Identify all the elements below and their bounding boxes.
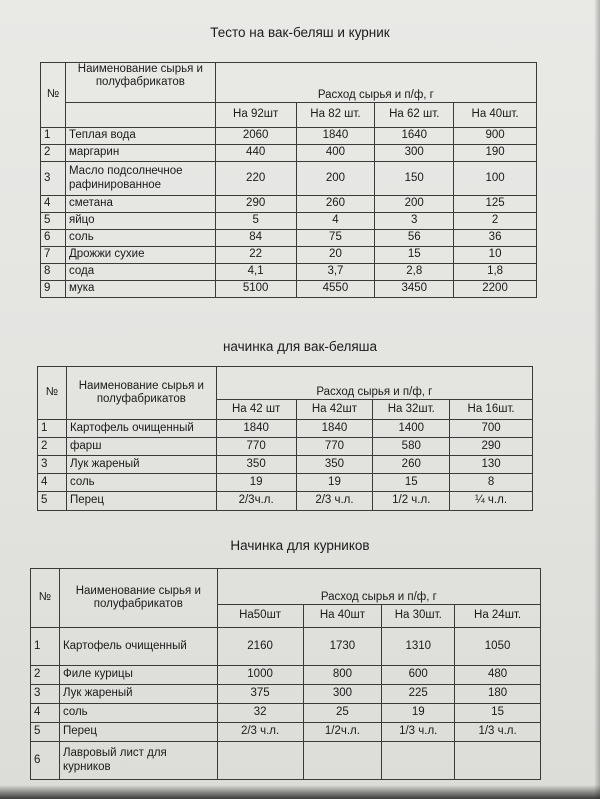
- ingredient-name: Лук жареный: [66, 456, 216, 474]
- amount-cell: 260: [296, 196, 375, 213]
- amount-cell: 25: [303, 704, 382, 723]
- row-number: 6: [41, 230, 66, 247]
- ingredient-name: Картофель очищенный: [66, 420, 216, 438]
- amount-cell: 20: [296, 247, 375, 264]
- amount-cell: 2/3 ч.л.: [296, 492, 373, 511]
- table-row: [41, 196, 537, 213]
- table-row: [31, 666, 541, 685]
- amount-cell: 220: [215, 162, 296, 196]
- amount-cell: 2060: [215, 128, 296, 145]
- ingredient-name: Теплая вода: [65, 128, 215, 145]
- ingredient-name: Перец: [59, 723, 217, 742]
- amount-cell: 200: [375, 196, 454, 213]
- row-number: 3: [31, 685, 60, 704]
- row-number: 4: [31, 704, 60, 723]
- amount-cell: 2200: [454, 281, 537, 298]
- amount-cell: 22: [215, 247, 296, 264]
- header-col: На 30шт.: [382, 605, 455, 628]
- amount-cell: 1310: [382, 628, 455, 666]
- ingredient-name: Филе курицы: [59, 666, 217, 685]
- amount-cell: 770: [296, 438, 373, 456]
- table-row: [38, 474, 533, 492]
- amount-cell: [382, 742, 455, 780]
- header-col: На 42шт: [296, 400, 373, 420]
- row-number: 1: [38, 420, 67, 438]
- table-row: [41, 128, 537, 145]
- kurnik-filling-table: [30, 568, 541, 780]
- row-number: 4: [38, 474, 67, 492]
- amount-cell: [455, 742, 541, 780]
- table-row: [41, 162, 537, 196]
- amount-cell: 2/3 ч.л.: [217, 723, 303, 742]
- header-col: На 40шт.: [454, 103, 537, 128]
- amount-cell: 1840: [216, 420, 296, 438]
- header-col: На 92шт: [215, 103, 296, 128]
- amount-cell: 4,1: [215, 264, 296, 281]
- amount-cell: ¼ ч.л.: [450, 492, 533, 511]
- ingredient-name: Перец: [66, 492, 216, 511]
- row-number: 9: [41, 281, 66, 298]
- row-number: 3: [41, 162, 66, 196]
- amount-cell: 600: [382, 666, 455, 685]
- amount-cell: 32: [217, 704, 303, 723]
- amount-cell: 5100: [215, 281, 296, 298]
- table-row: [38, 492, 533, 511]
- amount-cell: 130: [450, 456, 533, 474]
- amount-cell: 580: [373, 438, 450, 456]
- header-col: На 16шт.: [450, 400, 533, 420]
- table-row: [38, 438, 533, 456]
- ingredient-name: Дрожжи сухие: [65, 247, 215, 264]
- row-number: 8: [41, 264, 66, 281]
- row-number: 1: [41, 128, 66, 145]
- amount-cell: 1/3 ч.л.: [382, 723, 455, 742]
- amount-cell: 3: [375, 213, 454, 230]
- amount-cell: 290: [215, 196, 296, 213]
- row-number: 5: [41, 213, 66, 230]
- ingredient-name: сметана: [65, 196, 215, 213]
- ingredient-name: сода: [65, 264, 215, 281]
- amount-cell: 440: [215, 145, 296, 162]
- row-number: 1: [31, 628, 60, 666]
- amount-cell: 5: [215, 213, 296, 230]
- amount-cell: 1640: [375, 128, 454, 145]
- table-row: [41, 230, 537, 247]
- table-3-title: Начинка для курников: [230, 538, 370, 553]
- ingredient-name: соль: [65, 230, 215, 247]
- header-name-spacer: [65, 103, 215, 128]
- header-name: Наименование сырья и полуфабрикатов: [59, 569, 217, 628]
- header-number: №: [38, 367, 67, 420]
- amount-cell: 15: [375, 247, 454, 264]
- dough-table: [40, 62, 537, 298]
- amount-cell: 2,8: [375, 264, 454, 281]
- header-col: На 24шт.: [455, 605, 541, 628]
- table-row: [38, 420, 533, 438]
- amount-cell: 260: [373, 456, 450, 474]
- amount-cell: 1730: [303, 628, 382, 666]
- ingredient-name: Картофель очищенный: [59, 628, 217, 666]
- amount-cell: 200: [296, 162, 375, 196]
- header-col: На50шт: [217, 605, 303, 628]
- amount-cell: [303, 742, 382, 780]
- header-col: На 82 шт.: [296, 103, 375, 128]
- amount-cell: 2160: [217, 628, 303, 666]
- amount-cell: 225: [382, 685, 455, 704]
- table-row: [41, 145, 537, 162]
- ingredient-name: маргарин: [65, 145, 215, 162]
- amount-cell: 4550: [296, 281, 375, 298]
- header-col: На 42 шт: [216, 400, 296, 420]
- ingredient-name: Масло подсолнечное рафинированное: [65, 162, 215, 196]
- header-number: №: [41, 63, 66, 128]
- row-number: 4: [41, 196, 66, 213]
- amount-cell: 480: [455, 666, 541, 685]
- amount-cell: 800: [303, 666, 382, 685]
- amount-cell: 300: [375, 145, 454, 162]
- ingredient-name: фарш: [66, 438, 216, 456]
- amount-cell: 2: [454, 213, 537, 230]
- amount-cell: 19: [382, 704, 455, 723]
- amount-cell: 1/3 ч.л.: [455, 723, 541, 742]
- header-col: На 62 шт.: [375, 103, 454, 128]
- header-name: Наименование сырья и полуфабрикатов: [66, 367, 216, 420]
- header-col: На 32шт.: [373, 400, 450, 420]
- amount-cell: 770: [216, 438, 296, 456]
- amount-cell: 84: [215, 230, 296, 247]
- amount-cell: 375: [217, 685, 303, 704]
- table-row: [31, 704, 541, 723]
- amount-cell: 300: [303, 685, 382, 704]
- amount-cell: 36: [454, 230, 537, 247]
- amount-cell: 190: [454, 145, 537, 162]
- table-row: [41, 213, 537, 230]
- amount-cell: 3,7: [296, 264, 375, 281]
- row-number: 2: [38, 438, 67, 456]
- table-row: [41, 264, 537, 281]
- table-1-title: Тесто на вак-беляш и курник: [210, 25, 390, 40]
- amount-cell: 125: [454, 196, 537, 213]
- row-number: 3: [38, 456, 67, 474]
- header-group: Расход сырья и п/ф, г: [216, 367, 532, 400]
- amount-cell: 75: [296, 230, 375, 247]
- amount-cell: 1840: [296, 420, 373, 438]
- row-number: 7: [41, 247, 66, 264]
- row-number: 2: [31, 666, 60, 685]
- amount-cell: 180: [455, 685, 541, 704]
- header-col: На 40шт: [303, 605, 382, 628]
- amount-cell: 350: [296, 456, 373, 474]
- amount-cell: 700: [450, 420, 533, 438]
- amount-cell: 1,8: [454, 264, 537, 281]
- amount-cell: 15: [373, 474, 450, 492]
- header-name: Наименование сырья и полуфабрикатов: [65, 63, 215, 103]
- table-row: [38, 456, 533, 474]
- amount-cell: 10: [454, 247, 537, 264]
- header-number: №: [31, 569, 60, 628]
- header-group: Расход сырья и п/ф, г: [217, 569, 540, 605]
- amount-cell: 2/3ч.л.: [216, 492, 296, 511]
- header-group: Расход сырья и п/ф, г: [215, 63, 536, 103]
- amount-cell: 1840: [296, 128, 375, 145]
- ingredient-name: соль: [59, 704, 217, 723]
- ingredient-name: яйцо: [65, 213, 215, 230]
- amount-cell: 400: [296, 145, 375, 162]
- table-row: [31, 685, 541, 704]
- amount-cell: 1000: [217, 666, 303, 685]
- amount-cell: 3450: [375, 281, 454, 298]
- amount-cell: 150: [375, 162, 454, 196]
- amount-cell: 19: [216, 474, 296, 492]
- table-row: [41, 247, 537, 264]
- amount-cell: [217, 742, 303, 780]
- amount-cell: 15: [455, 704, 541, 723]
- table-row: [31, 723, 541, 742]
- amount-cell: 19: [296, 474, 373, 492]
- table-row: [31, 742, 541, 780]
- amount-cell: 1050: [455, 628, 541, 666]
- amount-cell: 4: [296, 213, 375, 230]
- ingredient-name: соль: [66, 474, 216, 492]
- row-number: 5: [31, 723, 60, 742]
- photo-bottom-edge: [0, 785, 600, 799]
- ingredient-name: мука: [65, 281, 215, 298]
- amount-cell: 56: [375, 230, 454, 247]
- amount-cell: 1/2ч.л.: [303, 723, 382, 742]
- table-2-title: начинка для вак-беляша: [222, 339, 378, 354]
- table-row: [41, 281, 537, 298]
- amount-cell: 1/2 ч.л.: [373, 492, 450, 511]
- amount-cell: 8: [450, 474, 533, 492]
- amount-cell: 290: [450, 438, 533, 456]
- amount-cell: 100: [454, 162, 537, 196]
- ingredient-name: Лук жареный: [59, 685, 217, 704]
- amount-cell: 900: [454, 128, 537, 145]
- table-row: [31, 628, 541, 666]
- ingredient-name: Лавровый лист для курников: [59, 742, 217, 780]
- amount-cell: 350: [216, 456, 296, 474]
- beliash-filling-table: [37, 366, 533, 511]
- row-number: 6: [31, 742, 60, 780]
- row-number: 2: [41, 145, 66, 162]
- row-number: 5: [38, 492, 67, 511]
- page-edge-shadow: [594, 0, 600, 799]
- amount-cell: 1400: [373, 420, 450, 438]
